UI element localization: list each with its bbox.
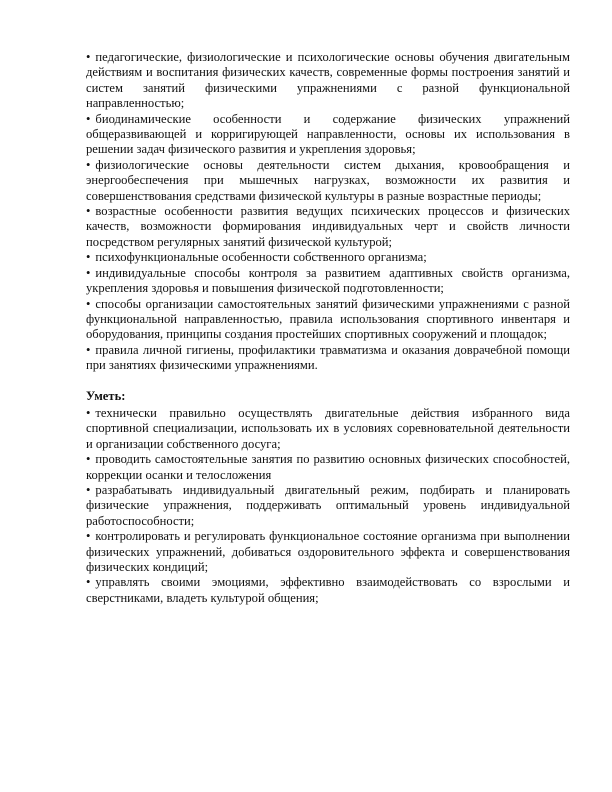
bullet-icon: • <box>86 452 91 467</box>
knowledge-item-text: правила личной гигиены, профилактики травматизма и оказания доврачебной помощи при занятиях физическими упражнениями. <box>86 342 570 373</box>
knowledge-item-4 <box>86 204 570 250</box>
knowledge-item-text: возрастные особенности развития ведущих психических процессов и физических качеств, возможности формирования индивидуальных черт и свойств личности посредством регулярных занятий физической культурой; <box>86 204 570 249</box>
bullet-icon: • <box>86 482 91 497</box>
bullet-icon: • <box>86 575 91 590</box>
skills-item-text: разрабатывать индивидуальный двигательный режим, подбирать и планировать физические упражнения, поддерживать оптимальный уровень индивидуальной работоспособности; <box>86 482 570 528</box>
skills-item-text: управлять своими эмоциями, эффективно взаимодействовать со взрослыми и сверстниками, владеть культурой общения; <box>86 575 570 605</box>
bullet-icon: • <box>86 529 91 544</box>
bullet-icon: • <box>86 296 91 311</box>
knowledge-item-text: биодинамические особенности и содержание физических упражнений общеразвивающей и корригирующей направленности, основы их использования в решении задач физического развития и укрепления здоровья; <box>86 111 570 157</box>
knowledge-item-text: психофункциональные особенности собственного организма; <box>95 250 427 265</box>
skills-item-5 <box>86 575 570 606</box>
bullet-icon: • <box>86 250 91 265</box>
skills-list <box>86 406 570 606</box>
skills-item-text: контролировать и регулировать функциональное состояние организма при выполнении физических упражнений, добиваться оздоровительного эффекта и совершенствования физических кондиций; <box>86 529 570 574</box>
bullet-icon: • <box>86 405 91 420</box>
knowledge-item-text: педагогические, физиологические и психологические основы обучения двигательным действиям и воспитания физических качеств, современные формы построения занятий и систем занятий физическими упражнениями с разной функциональной направленностью; <box>86 50 570 111</box>
knowledge-item-text: индивидуальные способы контроля за развитием адаптивных свойств организма, укрепления здоровья и повышения физической подготовленности; <box>86 265 570 296</box>
bullet-icon: • <box>86 204 91 219</box>
knowledge-list <box>86 50 570 374</box>
knowledge-item-5 <box>86 250 570 265</box>
skills-item-3 <box>86 483 570 529</box>
bullet-icon: • <box>86 50 91 64</box>
knowledge-item-1 <box>86 50 570 112</box>
skills-item-text: технически правильно осуществлять двигательные действия избранного вида спортивной специализации, использовать их в условиях соревновательной деятельности и организации собственного досуга; <box>86 405 570 451</box>
bullet-icon: • <box>86 265 91 280</box>
skills-item-4 <box>86 529 570 575</box>
knowledge-item-text: способы организации самостоятельных занятий физическими упражнениями с разной функциональной направленностью, правила использования спортивного инвентаря и оборудования, принципы создания простейших спортивных сооружений и площадок; <box>86 296 570 342</box>
knowledge-item-7 <box>86 297 570 343</box>
bullet-icon: • <box>86 111 91 126</box>
skills-heading: Уметь: <box>86 388 126 403</box>
skills-item-text: проводить самостоятельные занятия по развитию основных физических способностей, коррекции осанки и телосложения <box>86 452 570 482</box>
bullet-icon: • <box>86 157 91 172</box>
knowledge-item-text: физиологические основы деятельности систем дыхания, кровообращения и энергообеспечения при мышечных нагрузках, возможности их развития и совершенствования средствами физической культуры в разные возрастные периоды; <box>86 157 570 203</box>
knowledge-item-8 <box>86 343 570 374</box>
bullet-icon: • <box>86 342 91 357</box>
knowledge-item-2 <box>86 112 570 158</box>
document-page <box>86 50 570 606</box>
knowledge-item-3 <box>86 158 570 204</box>
skills-item-1 <box>86 406 570 452</box>
knowledge-item-6 <box>86 266 570 297</box>
skills-item-2 <box>86 452 570 483</box>
section-spacer <box>86 374 570 389</box>
